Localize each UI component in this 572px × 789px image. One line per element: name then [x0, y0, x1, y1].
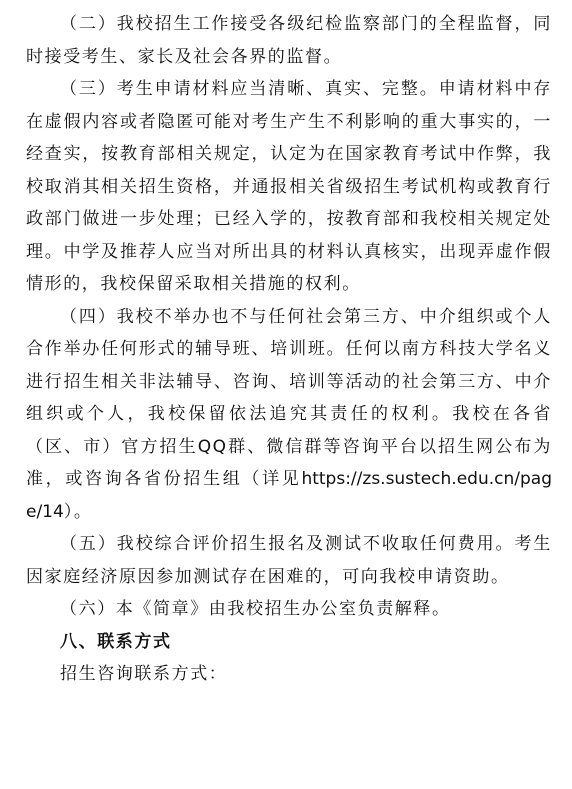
section-heading-contact: 八、联系方式	[60, 631, 172, 652]
paragraph-application-materials: （三）考生申请材料应当清晰、真实、完整。申请材料中存在虚假内容或者隐匿可能对考生产生不利影响的重大事实的，一经查实，按教育部相关规定，认定为在国家教育考试中作弊，我校取消其相关招生资格，并通报相关省级招生考试机构或教育行政部门做进一步处理；已经入学的，按教育部和我校相关规定处理。中学及推荐人应当对所出具的材料认真核实，出现弄虚作假情形的，我校保留采取相关措施的权利。	[26, 79, 552, 294]
paragraph-no-tutoring-text: （四）我校不举办也不与任何社会第三方、中介组织或个人合作举办任何形式的辅导班、培训班。任何以南方科技大学名义进行招生相关非法辅导、咨询、培训等活动的社会第三方、中介组织或个人，我校保留依法追究其责任的权利。我校在各省（区、市）官方招生QQ群、微信群等咨询平台以招生网公布为准，或咨询各省份招生组（详见	[26, 306, 552, 489]
contact-intro: 招生咨询联系方式：	[60, 664, 228, 684]
paragraph-supervision: （二）我校招生工作接受各级纪检监察部门的全程监督，同时接受考生、家长及社会各界的监督。	[26, 14, 552, 67]
paragraph-no-tutoring	[26, 301, 552, 529]
paragraph-interpretation: （六）本《简章》由我校招生办公室负责解释。	[60, 599, 451, 619]
paragraph-no-fees: （五）我校综合评价招生报名及测试不收取任何费用。考生因家庭经济原因参加测试存在困难的，可向我校申请资助。	[26, 534, 552, 587]
admissions-url: https://zs.sustech.edu.cn/page/14	[26, 469, 552, 522]
paragraph-no-tutoring-tail: ）。	[63, 501, 93, 522]
